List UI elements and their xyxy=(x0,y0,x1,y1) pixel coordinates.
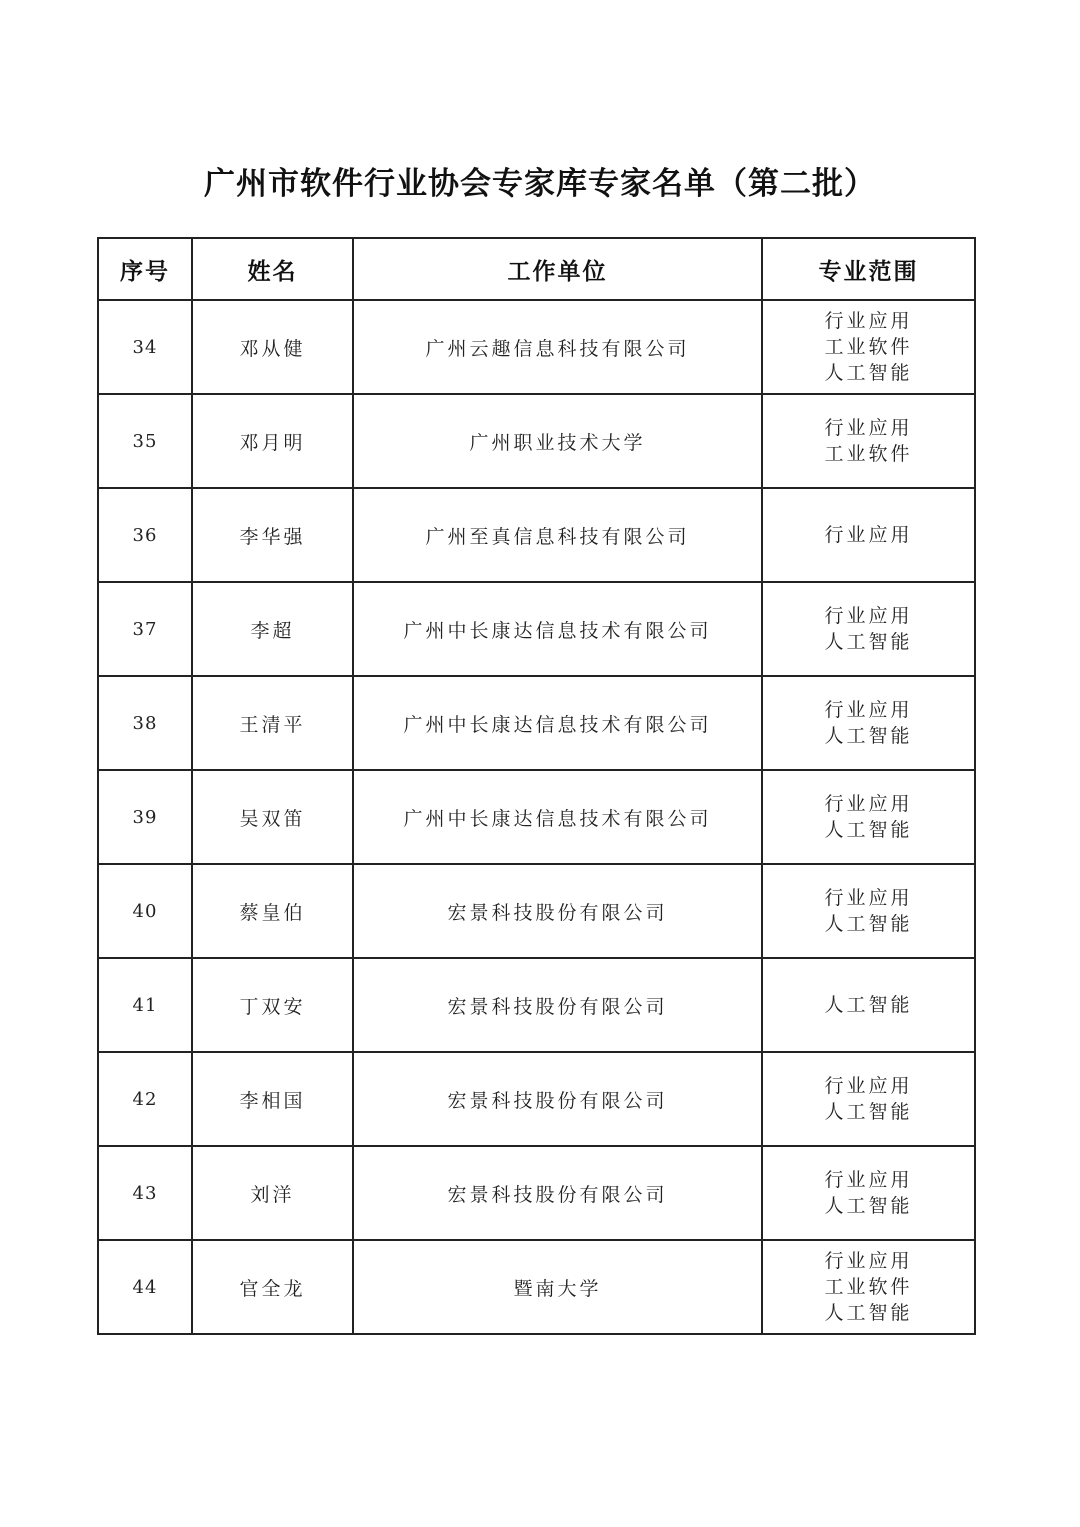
serial-number-cell: 43 xyxy=(98,1146,192,1240)
table-row xyxy=(98,394,975,488)
serial-number-cell: 35 xyxy=(98,394,192,488)
specialty-item: 行业应用 xyxy=(824,1169,913,1191)
organization-cell: 宏景科技股份有限公司 xyxy=(353,958,762,1052)
table-body xyxy=(98,300,975,1334)
specialty-item: 人工智能 xyxy=(824,913,913,935)
expert-name-cell: 刘洋 xyxy=(192,1146,353,1240)
expert-name-cell: 李超 xyxy=(192,582,353,676)
table-row xyxy=(98,1240,975,1334)
specialty-cell xyxy=(762,770,975,864)
specialty-item: 行业应用 xyxy=(824,417,913,439)
serial-number-cell: 40 xyxy=(98,864,192,958)
table-row xyxy=(98,582,975,676)
serial-number-cell: 41 xyxy=(98,958,192,1052)
specialty-cell xyxy=(762,1240,975,1334)
expert-name-cell: 吴双笛 xyxy=(192,770,353,864)
expert-name-cell: 官全龙 xyxy=(192,1240,353,1334)
specialty-item: 人工智能 xyxy=(824,994,913,1016)
header-name: 姓名 xyxy=(192,238,353,300)
table-row xyxy=(98,676,975,770)
specialty-item: 人工智能 xyxy=(824,1101,913,1123)
table-row xyxy=(98,864,975,958)
specialty-cell xyxy=(762,958,975,1052)
specialty-item: 人工智能 xyxy=(824,362,913,384)
table-row xyxy=(98,1146,975,1240)
specialty-item: 行业应用 xyxy=(824,524,913,546)
organization-cell: 广州中长康达信息技术有限公司 xyxy=(353,770,762,864)
table-row xyxy=(98,1052,975,1146)
organization-cell: 广州中长康达信息技术有限公司 xyxy=(353,676,762,770)
specialty-item: 工业软件 xyxy=(824,336,913,358)
serial-number-cell: 44 xyxy=(98,1240,192,1334)
organization-cell: 暨南大学 xyxy=(353,1240,762,1334)
organization-cell: 广州中长康达信息技术有限公司 xyxy=(353,582,762,676)
serial-number-cell: 38 xyxy=(98,676,192,770)
serial-number-cell: 39 xyxy=(98,770,192,864)
header-serial-number: 序号 xyxy=(98,238,192,300)
specialty-item: 行业应用 xyxy=(824,699,913,721)
specialty-item: 行业应用 xyxy=(824,887,913,909)
specialty-cell xyxy=(762,394,975,488)
expert-name-cell: 邓从健 xyxy=(192,300,353,394)
specialty-item: 工业软件 xyxy=(824,443,913,465)
serial-number-cell: 37 xyxy=(98,582,192,676)
organization-cell: 宏景科技股份有限公司 xyxy=(353,1146,762,1240)
table-row xyxy=(98,300,975,394)
specialty-cell xyxy=(762,1052,975,1146)
table-header-row xyxy=(98,238,975,300)
serial-number-cell: 42 xyxy=(98,1052,192,1146)
table-row xyxy=(98,958,975,1052)
header-specialty: 专业范围 xyxy=(762,238,975,300)
specialty-item: 工业软件 xyxy=(824,1276,913,1298)
header-organization: 工作单位 xyxy=(353,238,762,300)
specialty-cell xyxy=(762,300,975,394)
specialty-item: 行业应用 xyxy=(824,1250,913,1272)
specialty-item: 人工智能 xyxy=(824,725,913,747)
specialty-cell xyxy=(762,676,975,770)
specialty-cell xyxy=(762,582,975,676)
expert-name-cell: 丁双安 xyxy=(192,958,353,1052)
expert-name-cell: 蔡皇伯 xyxy=(192,864,353,958)
specialty-item: 人工智能 xyxy=(824,1302,913,1324)
expert-name-cell: 邓月明 xyxy=(192,394,353,488)
table-row xyxy=(98,488,975,582)
organization-cell: 广州至真信息科技有限公司 xyxy=(353,488,762,582)
expert-name-cell: 李华强 xyxy=(192,488,353,582)
specialty-cell xyxy=(762,488,975,582)
serial-number-cell: 36 xyxy=(98,488,192,582)
specialty-item: 人工智能 xyxy=(824,819,913,841)
expert-name-cell: 王清平 xyxy=(192,676,353,770)
table-row xyxy=(98,770,975,864)
page-title: 广州市软件行业协会专家库专家名单（第二批） xyxy=(204,166,876,202)
organization-cell: 宏景科技股份有限公司 xyxy=(353,864,762,958)
expert-list-table xyxy=(97,237,976,1335)
specialty-item: 行业应用 xyxy=(824,793,913,815)
specialty-cell xyxy=(762,1146,975,1240)
specialty-item: 人工智能 xyxy=(824,631,913,653)
serial-number-cell: 34 xyxy=(98,300,192,394)
specialty-item: 行业应用 xyxy=(824,310,913,332)
organization-cell: 广州云趣信息科技有限公司 xyxy=(353,300,762,394)
organization-cell: 广州职业技术大学 xyxy=(353,394,762,488)
specialty-item: 行业应用 xyxy=(824,605,913,627)
expert-name-cell: 李相国 xyxy=(192,1052,353,1146)
specialty-item: 行业应用 xyxy=(824,1075,913,1097)
specialty-item: 人工智能 xyxy=(824,1195,913,1217)
organization-cell: 宏景科技股份有限公司 xyxy=(353,1052,762,1146)
specialty-cell xyxy=(762,864,975,958)
